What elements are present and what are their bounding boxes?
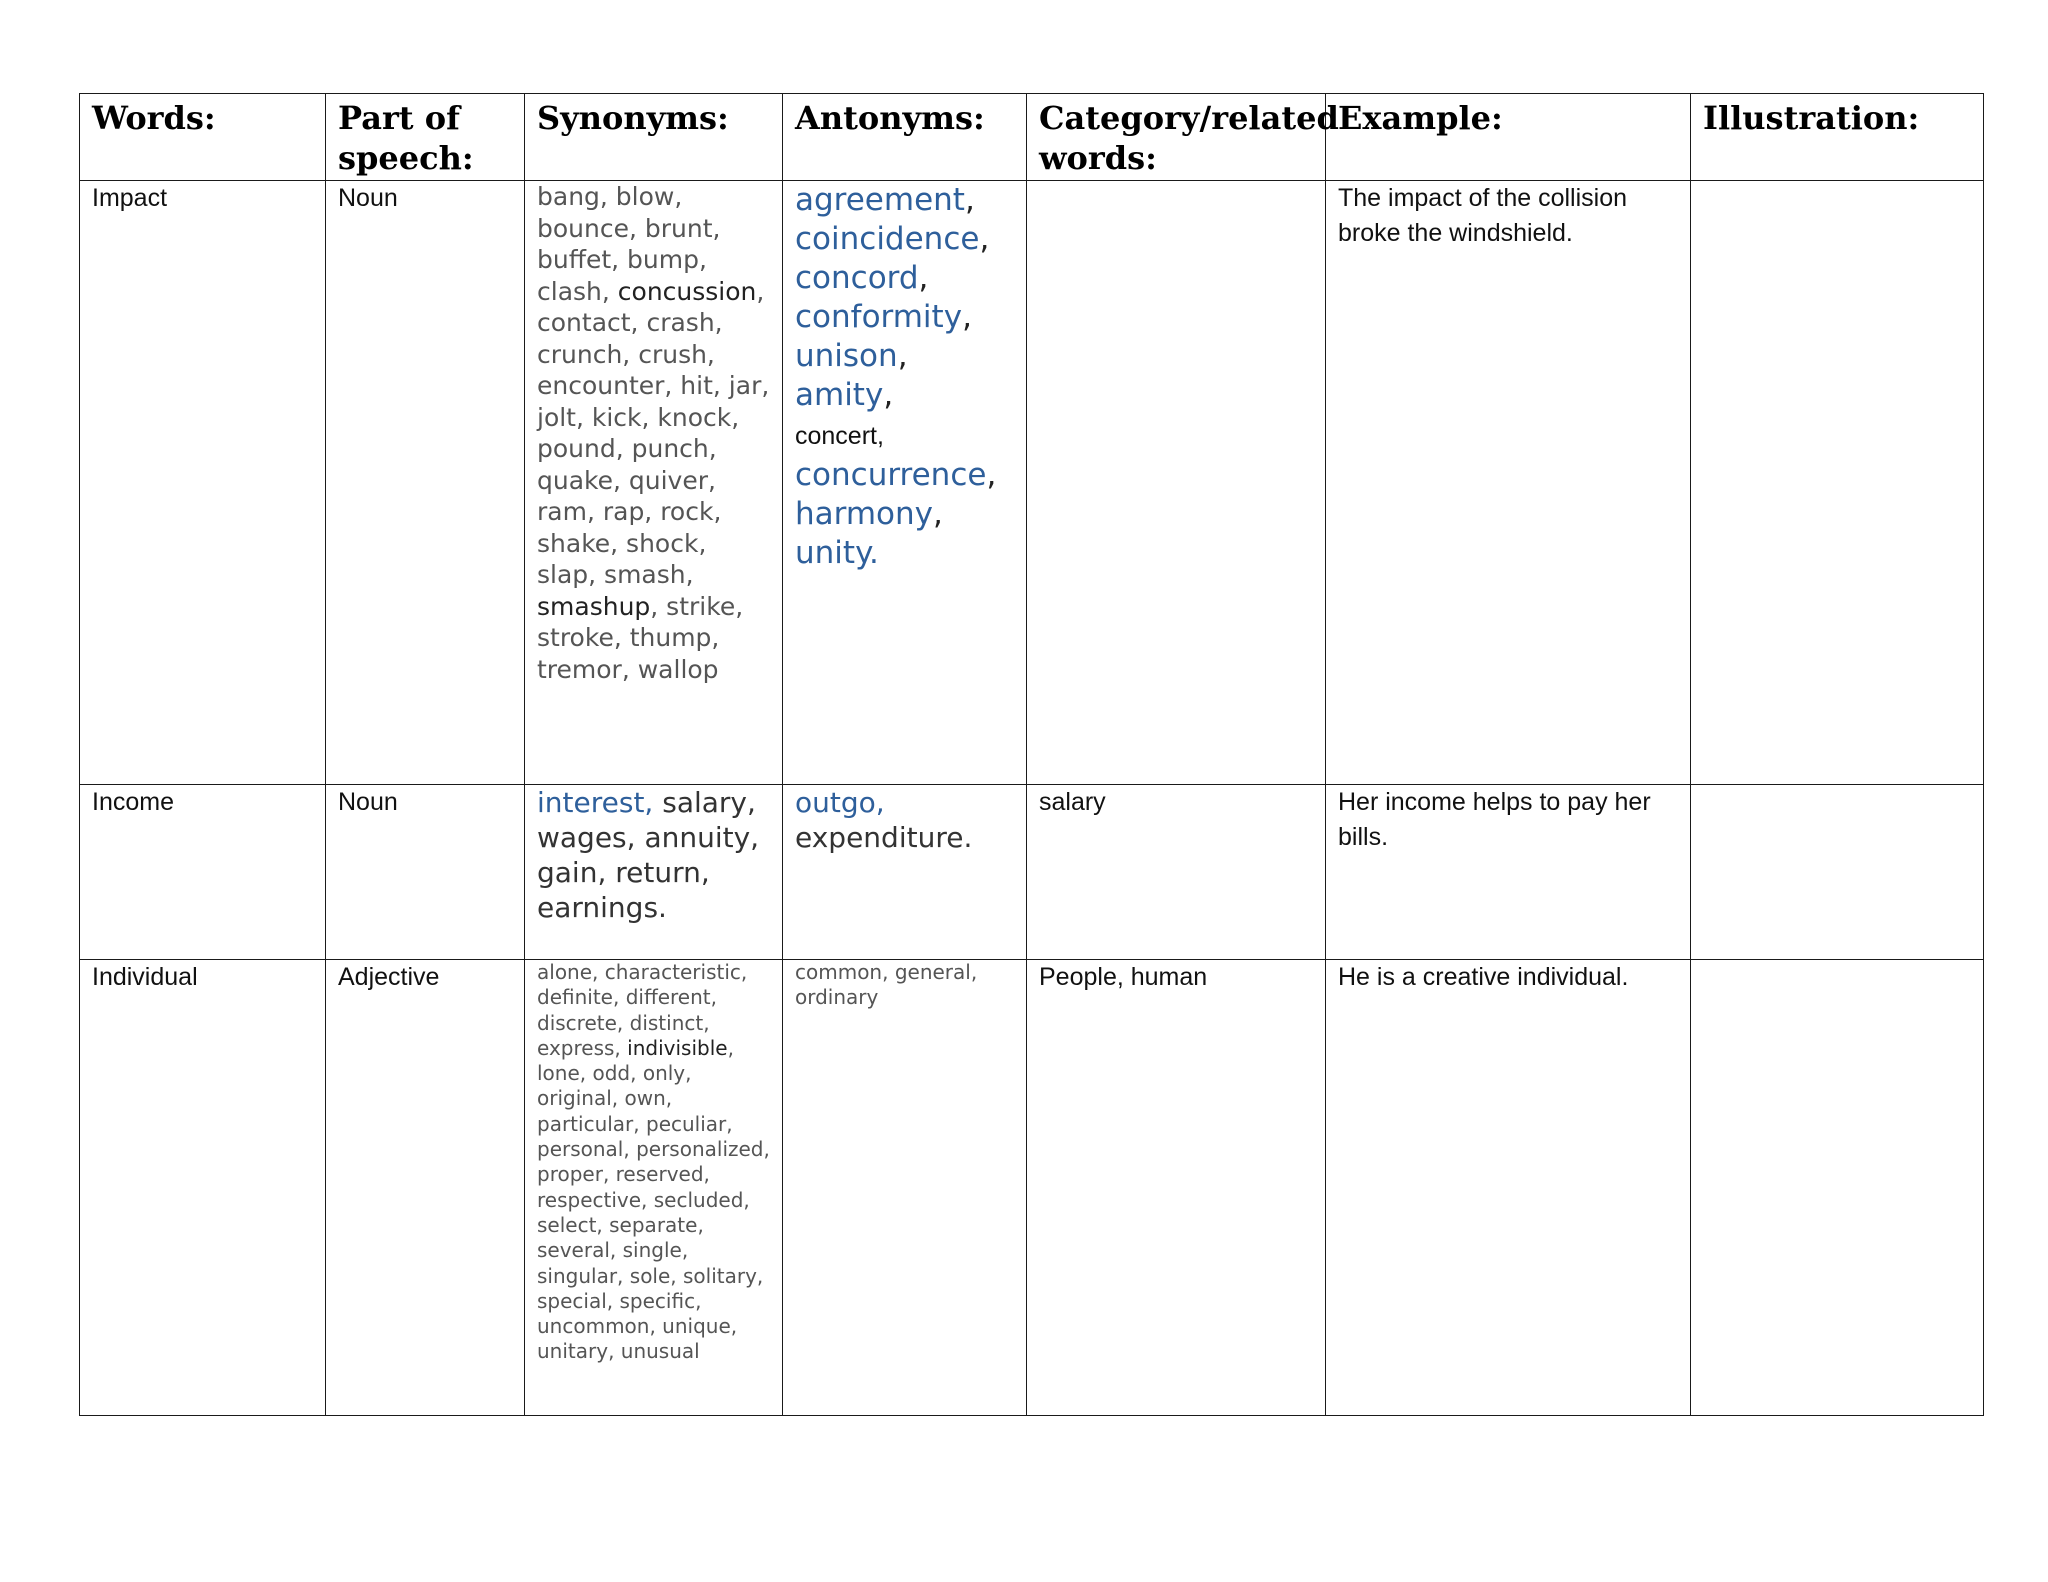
header-part-of-speech: Part of speech: — [326, 94, 525, 181]
separator: , — [876, 422, 884, 450]
illustration-cell — [1691, 960, 1984, 1416]
example-cell: The impact of the collision broke the windshield. — [1326, 181, 1691, 785]
antonym: outgo, — [795, 786, 885, 819]
synonyms-text: salary, wages, annuity, gain, return, earnings. — [537, 786, 760, 924]
separator: , — [964, 182, 975, 218]
vocabulary-table — [79, 93, 1984, 1416]
separator: , — [986, 457, 997, 493]
synonyms-text: indivisible — [627, 1035, 728, 1060]
part-of-speech-cell: Noun — [326, 785, 525, 960]
antonym: concord — [795, 260, 919, 296]
synonyms-cell — [525, 181, 783, 785]
header-illustration: Illustration: — [1691, 94, 1984, 181]
synonyms-text: , strike, stroke, thump, tremor, wallop — [537, 591, 744, 684]
synonyms-text: , contact, crash, crunch, crush, encounter, hit, jar, jolt, kick, knock, pound, punch, quake, quiver, ram, rap, rock, shake, shock, slap, smash, — [537, 276, 770, 589]
category-cell: salary — [1027, 785, 1326, 960]
separator: , — [918, 260, 929, 296]
word-cell: Income — [80, 785, 326, 960]
example-cell: Her income helps to pay her bills. — [1326, 785, 1691, 960]
synonyms-text: bang, blow, bounce, brunt, buffet, bump, clash, — [537, 182, 721, 306]
synonyms-text: interest, — [537, 786, 663, 819]
header-category: Category/related words: — [1027, 94, 1326, 181]
header-example: Example: — [1326, 94, 1691, 181]
synonyms-text: alone, characteristic, definite, different, discrete, distinct, express, — [537, 960, 748, 1060]
separator: , — [897, 338, 908, 374]
table-row — [80, 785, 1984, 960]
antonym: unison — [795, 338, 898, 374]
antonym: harmony — [795, 496, 934, 532]
separator: , — [883, 377, 894, 413]
antonym: coincidence — [795, 221, 980, 257]
category-cell: People, human — [1027, 960, 1326, 1416]
header-antonyms: Antonyms: — [783, 94, 1027, 181]
synonyms-cell — [525, 785, 783, 960]
antonym: concurrence — [795, 457, 987, 493]
antonym: agreement — [795, 182, 965, 218]
table-row — [80, 960, 1984, 1416]
antonym: concert — [795, 422, 877, 450]
header-words: Words: — [80, 94, 326, 181]
word-cell: Impact — [80, 181, 326, 785]
illustration-cell — [1691, 181, 1984, 785]
illustration-cell — [1691, 785, 1984, 960]
header-synonyms: Synonyms: — [525, 94, 783, 181]
synonyms-cell — [525, 960, 783, 1416]
separator: , — [962, 299, 972, 335]
antonym: expenditure. — [795, 821, 973, 854]
antonym: conformity — [795, 299, 963, 335]
category-cell — [1027, 181, 1326, 785]
table-row — [80, 181, 1984, 785]
synonyms-text: concussion — [617, 276, 757, 306]
separator: , — [933, 496, 943, 532]
antonyms-cell — [783, 785, 1027, 960]
example-cell: He is a creative individual. — [1326, 960, 1691, 1416]
synonyms-text: , lone, odd, only, original, own, particular, peculiar, personal, personalized, proper, reserved, respective, secluded, select, separate, several, single, singular, sole, solitary, special, specific, uncommon, unique, unitary, unusual — [537, 1035, 770, 1364]
antonyms-cell: common, general, ordinary — [783, 960, 1027, 1416]
antonym: amity — [795, 377, 884, 413]
header-row — [80, 94, 1984, 181]
terminator: . — [869, 535, 879, 571]
part-of-speech-cell: Noun — [326, 181, 525, 785]
separator: , — [979, 221, 990, 257]
part-of-speech-cell: Adjective — [326, 960, 525, 1416]
antonyms-cell — [783, 181, 1027, 785]
synonyms-text: smashup — [537, 591, 651, 621]
word-cell: Individual — [80, 960, 326, 1416]
antonym: unity — [795, 535, 869, 571]
